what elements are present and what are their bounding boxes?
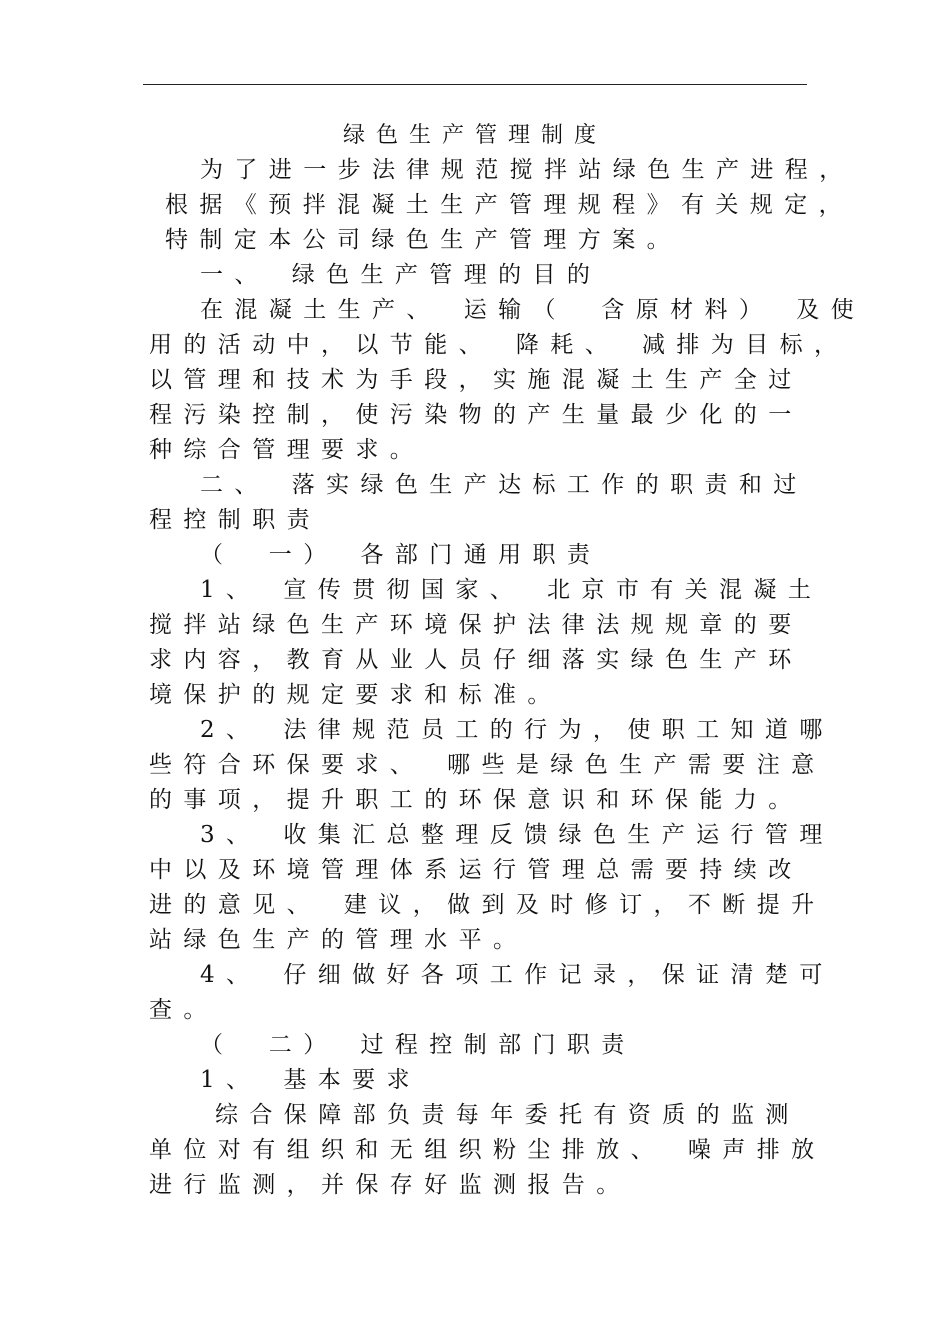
paragraph-line: 中以及环境管理体系运行管理总需要持续改 <box>149 857 803 883</box>
subsection-heading: （ 二） 过程控制部门职责 <box>200 1032 636 1058</box>
section-heading: 一、 绿色生产管理的目的 <box>200 262 602 288</box>
paragraph-line: 查。 <box>149 997 218 1023</box>
paragraph-line: 特制定本公司绿色生产管理方案。 <box>165 227 681 253</box>
paragraph-line: 3、 收集汇总整理反馈绿色生产运行管理 <box>200 822 834 848</box>
header-rule <box>143 84 807 85</box>
paragraph-line: 站绿色生产的管理水平。 <box>149 927 528 953</box>
paragraph-line: 综合保障部负责每年委托有资质的监测 <box>215 1102 800 1128</box>
paragraph-line: 根据《预拌混凝土生产管理规程》有关规定， <box>165 192 853 218</box>
paragraph-line: 4、 仔细做好各项工作记录，保证清楚可 <box>200 962 834 988</box>
paragraph-line: 种综合管理要求。 <box>149 437 425 463</box>
paragraph-line: 以管理和技术为手段，实施混凝土生产全过 <box>149 367 803 393</box>
paragraph-line: 境保护的规定要求和标准。 <box>149 682 562 708</box>
paragraph-line: 用的活动中，以节能、 降耗、 减排为目标， <box>149 332 849 358</box>
paragraph-line: 进的意见、 建议，做到及时修订，不断提升 <box>149 892 826 918</box>
paragraph-line: 些符合环保要求、 哪些是绿色生产需要注意 <box>149 752 826 778</box>
paragraph-line: 的事项，提升职工的环保意识和环保能力。 <box>149 787 803 813</box>
section-heading: 程控制职责 <box>149 507 321 533</box>
section-heading: 二、 落实绿色生产达标工作的职责和过 <box>200 472 808 498</box>
subsection-heading: 1、 基本要求 <box>200 1067 421 1093</box>
paragraph-line: 单位对有组织和无组织粉尘排放、 噪声排放 <box>149 1137 826 1163</box>
paragraph-line: 求内容，教育从业人员仔细落实绿色生产环 <box>149 647 803 673</box>
paragraph-line: 程污染控制，使污染物的产生量最少化的一 <box>149 402 803 428</box>
paragraph-line: 在混凝土生产、 运输（ 含原材料） 及使 <box>200 297 865 323</box>
paragraph-line: 进行监测，并保存好监测报告。 <box>149 1172 631 1198</box>
document-title: 绿色生产管理制度 <box>342 123 607 148</box>
paragraph-line: 1、 宣传贯彻国家、 北京市有关混凝土 <box>200 577 823 603</box>
paragraph-line: 2、 法律规范员工的行为，使职工知道哪 <box>200 717 834 743</box>
paragraph-line: 搅拌站绿色生产环境保护法律法规规章的要 <box>149 612 803 638</box>
paragraph-line: 为了进一步法律规范搅拌站绿色生产进程， <box>200 157 854 183</box>
subsection-heading: （ 一） 各部门通用职责 <box>200 542 602 568</box>
